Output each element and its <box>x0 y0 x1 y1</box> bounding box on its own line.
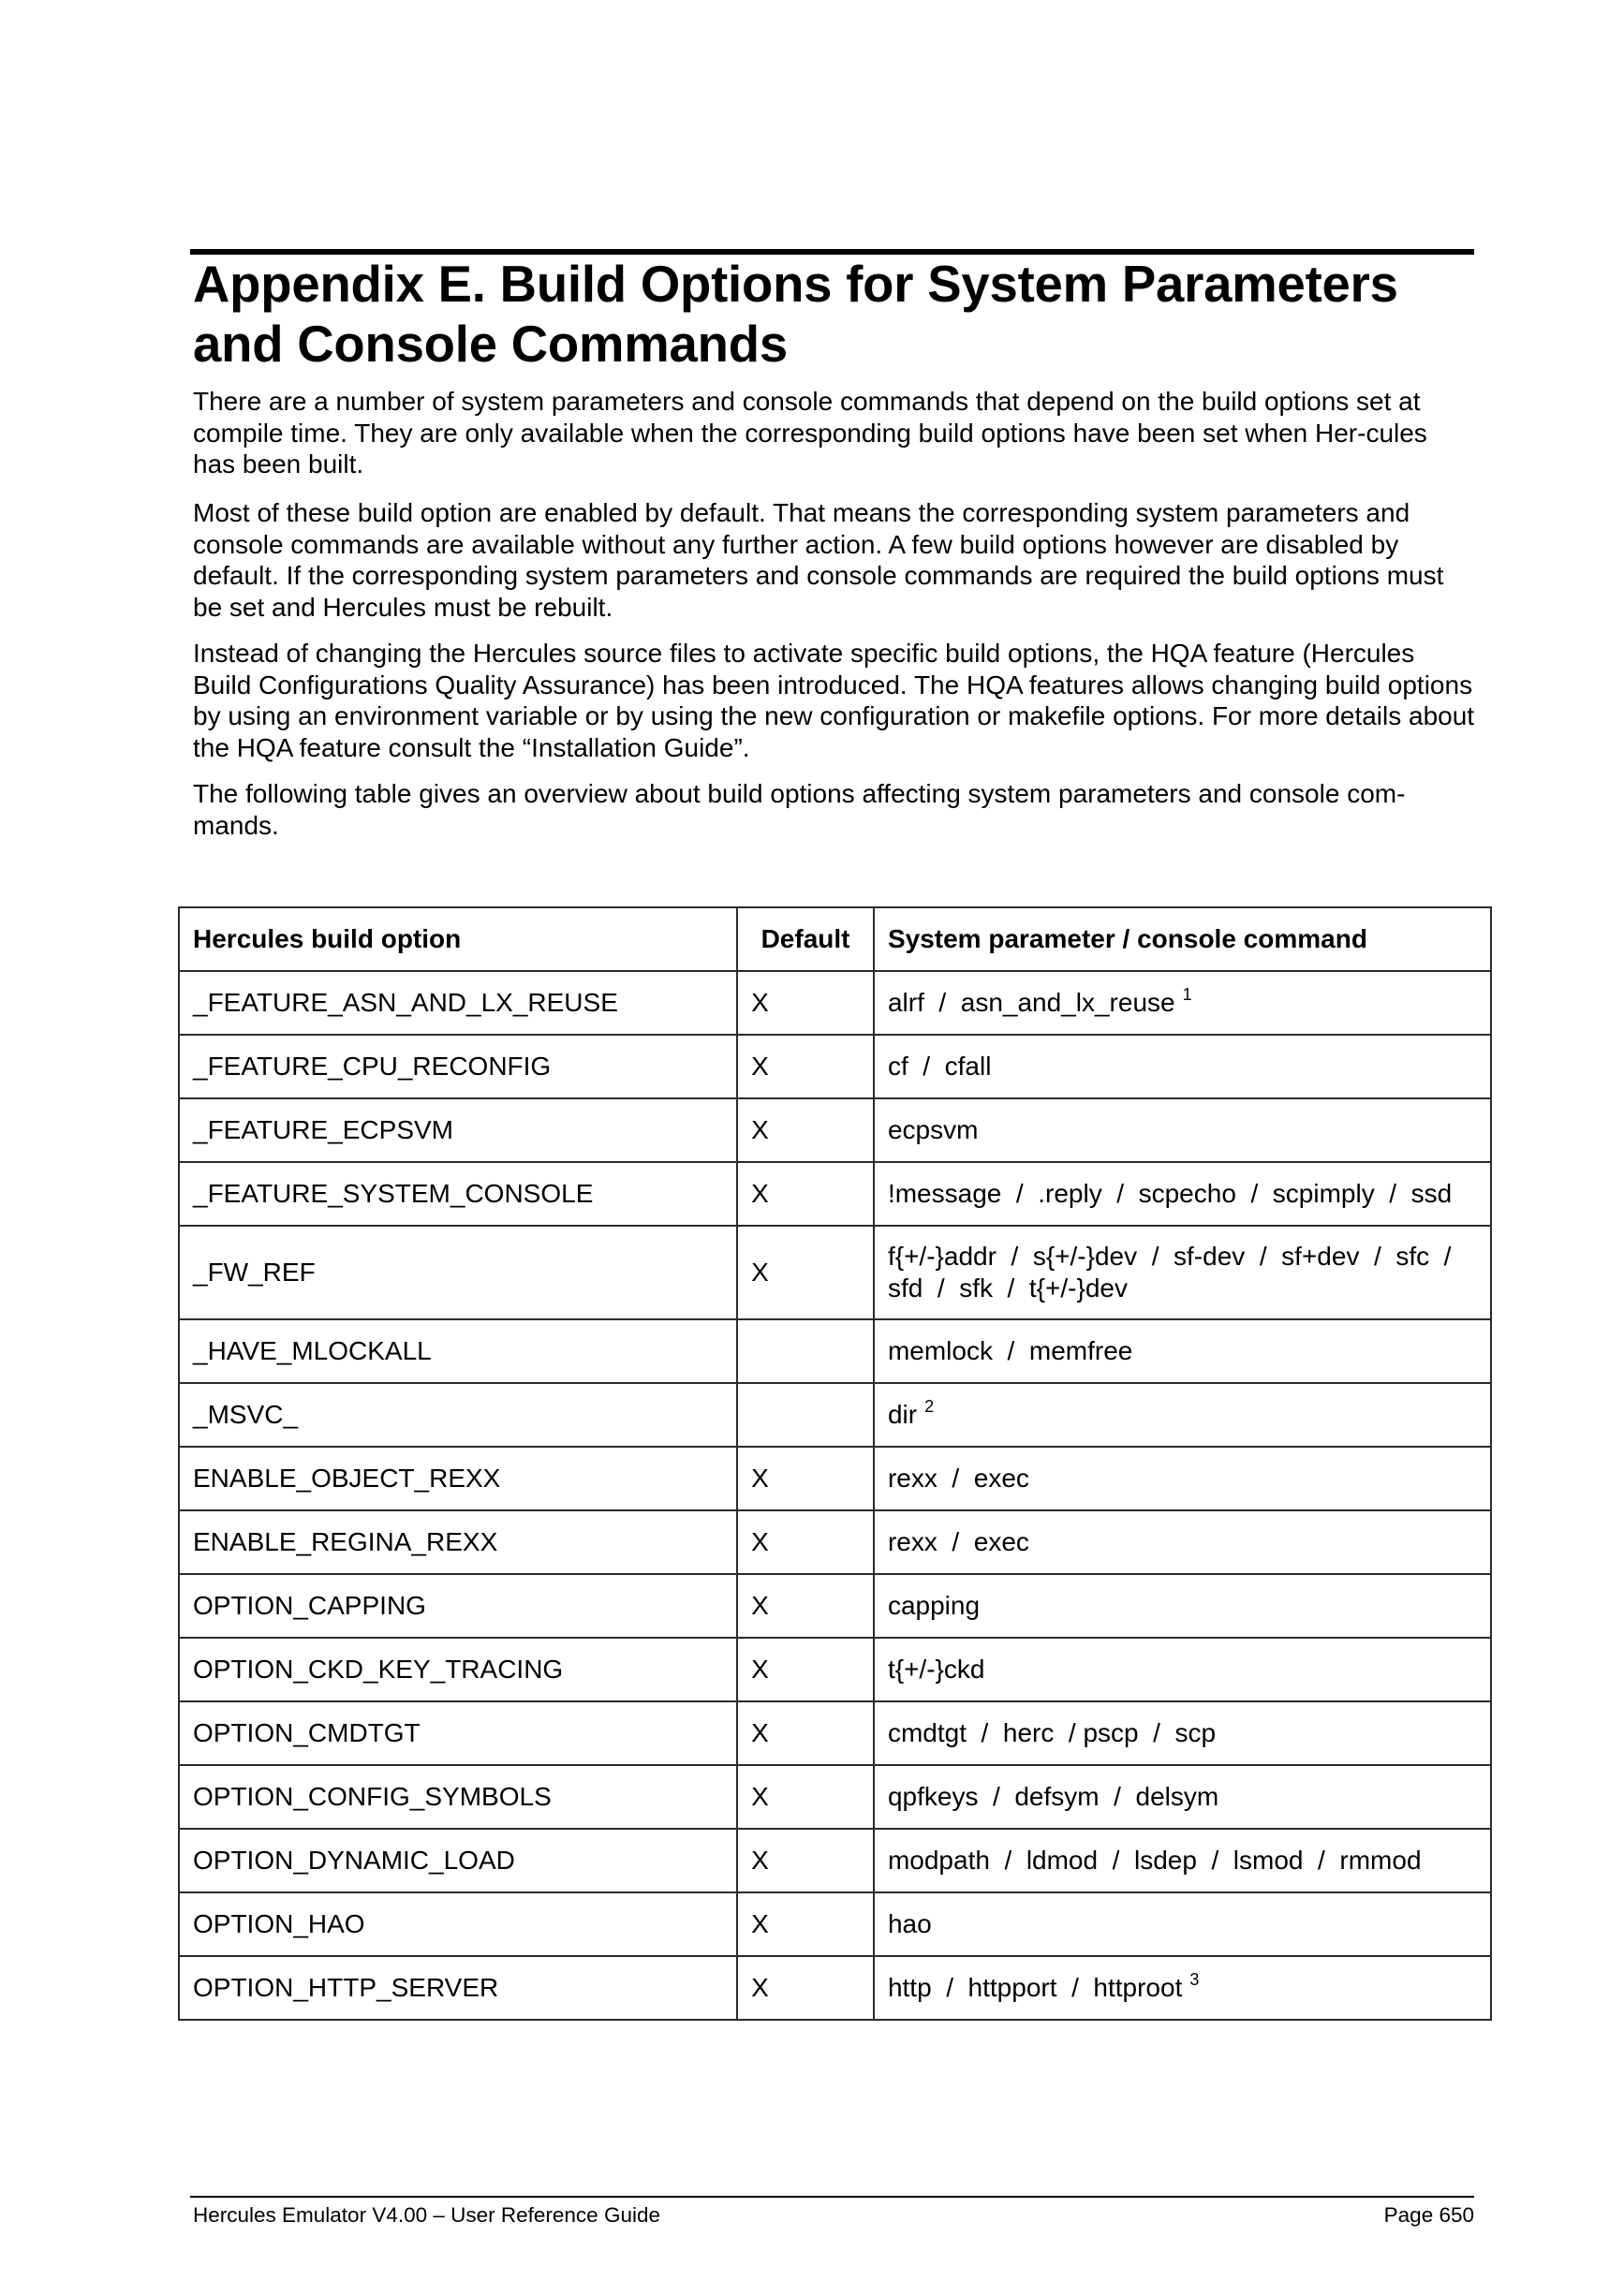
cell-build-option: OPTION_HTTP_SERVER <box>179 1956 737 2020</box>
cell-default: X <box>737 1956 874 2020</box>
table-row <box>179 1574 1491 1638</box>
command-text: t{+/-}ckd <box>887 1655 985 1684</box>
cell-command <box>874 971 1491 1035</box>
cell-build-option: OPTION_DYNAMIC_LOAD <box>179 1829 737 1892</box>
cell-command <box>874 1162 1491 1226</box>
table-row <box>179 1383 1491 1447</box>
cell-build-option: _FEATURE_CPU_RECONFIG <box>179 1035 737 1098</box>
defaults-paragraph: Most of these build option are enabled by default. That means the corresponding system parameters and console commands are available without any further action. A few build options however are disabled by default. If the corresponding system parameters and console commands are required the build options must be set and Hercules must be rebuilt. <box>193 498 1444 622</box>
cell-build-option: OPTION_CMDTGT <box>179 1701 737 1765</box>
command-text: dir <box>887 1400 918 1429</box>
cell-build-option: _FW_REF <box>179 1226 737 1319</box>
table-row <box>179 1226 1491 1319</box>
table-row <box>179 1829 1491 1892</box>
cell-default: X <box>737 1892 874 1956</box>
cell-default: X <box>737 1638 874 1701</box>
command-text: qpfkeys / defsym / delsym <box>887 1782 1219 1811</box>
build-options-table <box>178 906 1492 2021</box>
cell-default: X <box>737 1035 874 1098</box>
cell-command <box>874 1574 1491 1638</box>
cell-build-option: _FEATURE_ECPSVM <box>179 1098 737 1162</box>
cell-default <box>737 1319 874 1383</box>
header-command: System parameter / console command <box>874 907 1491 971</box>
command-text: rexx / exec <box>887 1527 1029 1556</box>
table-row <box>179 1765 1491 1829</box>
cell-command <box>874 1956 1491 2020</box>
table-row <box>179 1319 1491 1383</box>
table-row <box>179 1892 1491 1956</box>
cell-command <box>874 1447 1491 1510</box>
table-header-row <box>179 907 1491 971</box>
command-text: cmdtgt / herc / pscp / scp <box>887 1718 1217 1747</box>
command-text: hao <box>887 1909 932 1938</box>
cell-command <box>874 1638 1491 1701</box>
header-default: Default <box>737 907 874 971</box>
footnote-marker: 2 <box>924 1397 935 1416</box>
footer-page-number: Page 650 <box>1383 2203 1474 2227</box>
table-row <box>179 971 1491 1035</box>
cell-build-option: ENABLE_OBJECT_REXX <box>179 1447 737 1510</box>
cell-build-option: OPTION_HAO <box>179 1892 737 1956</box>
cell-default: X <box>737 1447 874 1510</box>
table-row <box>179 1447 1491 1510</box>
cell-command <box>874 1701 1491 1765</box>
cell-build-option: _HAVE_MLOCKALL <box>179 1319 737 1383</box>
command-text: ecpsvm <box>887 1115 979 1144</box>
cell-build-option: _MSVC_ <box>179 1383 737 1447</box>
command-text: !message / .reply / scpecho / scpimply / ssd <box>887 1179 1453 1208</box>
cell-command <box>874 1765 1491 1829</box>
cell-command <box>874 1098 1491 1162</box>
cell-default: X <box>737 1510 874 1574</box>
cell-build-option: _FEATURE_SYSTEM_CONSOLE <box>179 1162 737 1226</box>
page-title: Appendix E. Build Options for System Parameters and Console Commands <box>193 256 1398 373</box>
cell-build-option: ENABLE_REGINA_REXX <box>179 1510 737 1574</box>
table-row <box>179 1956 1491 2020</box>
intro-paragraph: There are a number of system parameters and console commands that depend on the build options set at compile time. They are only available when the corresponding build options have been set when Her-cules has been built. <box>193 387 1427 479</box>
cell-command <box>874 1319 1491 1383</box>
footer-rule <box>190 2196 1474 2198</box>
command-text: capping <box>887 1591 981 1620</box>
table-row <box>179 1638 1491 1701</box>
command-text: cf / cfall <box>887 1052 992 1081</box>
cell-default: X <box>737 1829 874 1892</box>
table-row <box>179 1510 1491 1574</box>
command-text: http / httpport / httproot <box>887 1973 1183 2002</box>
hqa-paragraph: Instead of changing the Hercules source files to activate specific build options, the HQA feature (Hercules Build Configurations Quality Assurance) has been introduced. The HQA features allows changing build options by using an environment variable or by using the new configuration or makefile options. For more details about the HQA feature consult the “Installation Guide”. <box>193 639 1475 762</box>
command-text: rexx / exec <box>887 1464 1029 1493</box>
cell-build-option: OPTION_CONFIG_SYMBOLS <box>179 1765 737 1829</box>
command-text: f{+/-}addr / s{+/-}dev / sf-dev / sf+dev / sfc / sfd / sfk / t{+/-}dev <box>887 1242 1467 1303</box>
cell-default: X <box>737 1162 874 1226</box>
cell-command <box>874 1035 1491 1098</box>
table-row <box>179 1098 1491 1162</box>
cell-command <box>874 1510 1491 1574</box>
cell-default <box>737 1383 874 1447</box>
header-build-option: Hercules build option <box>179 907 737 971</box>
command-text: modpath / ldmod / lsdep / lsmod / rmmod <box>887 1846 1422 1875</box>
command-text: alrf / asn_and_lx_reuse <box>887 988 1175 1017</box>
command-text: memlock / memfree <box>887 1336 1133 1365</box>
cell-build-option: OPTION_CKD_KEY_TRACING <box>179 1638 737 1701</box>
cell-default: X <box>737 1765 874 1829</box>
cell-command <box>874 1383 1491 1447</box>
table-row <box>179 1162 1491 1226</box>
cell-default: X <box>737 1574 874 1638</box>
table-intro-paragraph: The following table gives an overview about build options affecting system parameters and console com-mands. <box>193 779 1406 840</box>
cell-command <box>874 1892 1491 1956</box>
footnote-marker: 3 <box>1189 1970 1200 1989</box>
cell-build-option: OPTION_CAPPING <box>179 1574 737 1638</box>
cell-default: X <box>737 971 874 1035</box>
footnote-marker: 1 <box>1182 985 1192 1004</box>
cell-default: X <box>737 1098 874 1162</box>
cell-command <box>874 1226 1491 1319</box>
table-row <box>179 1035 1491 1098</box>
cell-default: X <box>737 1701 874 1765</box>
cell-command <box>874 1829 1491 1892</box>
table-row <box>179 1701 1491 1765</box>
cell-build-option: _FEATURE_ASN_AND_LX_REUSE <box>179 971 737 1035</box>
footer-document-title: Hercules Emulator V4.00 – User Reference Guide <box>193 2203 660 2227</box>
cell-default: X <box>737 1226 874 1319</box>
